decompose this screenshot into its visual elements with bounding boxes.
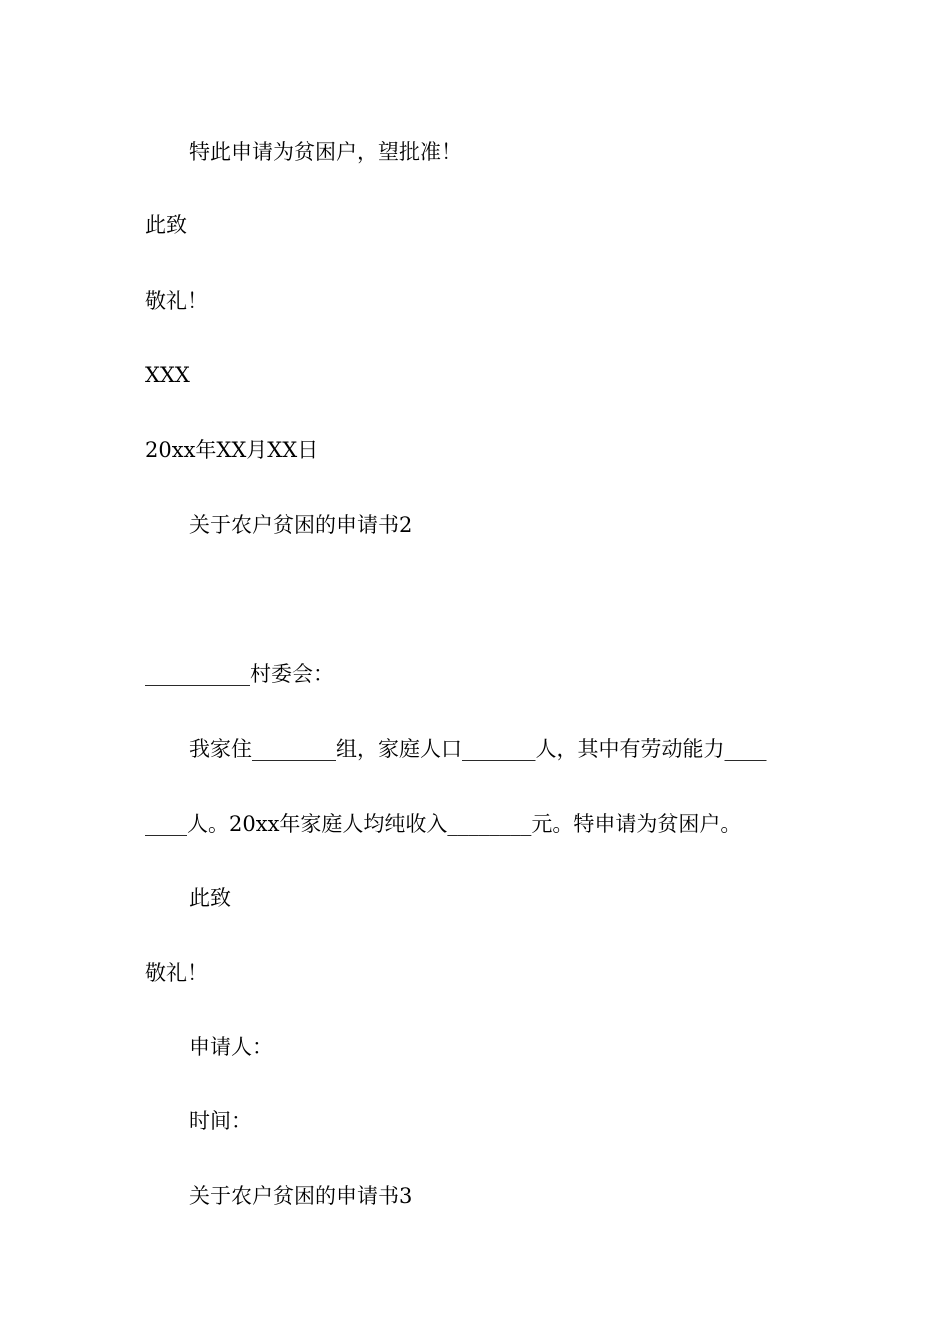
section-title-3: 关于农户贫困的申请书3 [189, 1184, 413, 1208]
addressee-line: __________村委会： [145, 662, 334, 686]
salutation-jingli-2: 敬礼！ [145, 961, 208, 985]
salutation-cizhi-2: 此致 [189, 886, 231, 910]
section-title-2: 关于农户贫困的申请书2 [189, 513, 413, 537]
body-line-1: 我家住________组，家庭人口_______人，其中有劳动能力____ [189, 737, 767, 761]
signature-date: 20xx年XX月XX日 [145, 438, 319, 462]
body-line-2: ____人。20xx年家庭人均纯收入________元。特申请为贫困户。 [145, 812, 742, 836]
applicant-label: 申请人： [189, 1035, 273, 1059]
salutation-jingli: 敬礼！ [145, 289, 208, 313]
time-label: 时间： [189, 1109, 252, 1133]
closing-request-line: 特此申请为贫困户，望批准！ [189, 140, 462, 164]
signature-name: XXX [145, 363, 190, 387]
salutation-cizhi: 此致 [145, 213, 187, 237]
